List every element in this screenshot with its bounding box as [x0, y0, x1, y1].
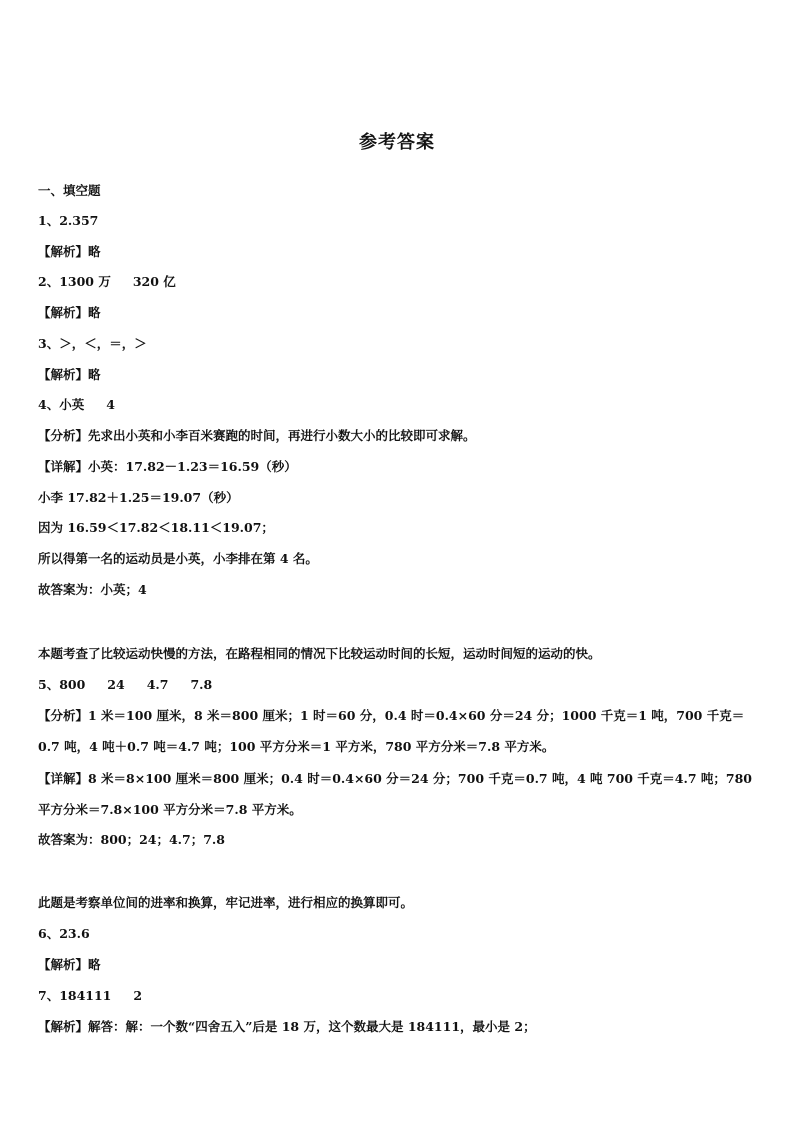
q4-final: 故答案为：小英；4 — [38, 582, 147, 597]
q6-analysis: 【解析】略 — [38, 957, 101, 972]
q2-answer — [38, 274, 758, 290]
q2-answer-2: 320 亿 — [132, 274, 176, 289]
q5-comment: 此题是考察单位间的进率和换算，牢记进率，进行相应的换算即可。 — [38, 895, 414, 910]
q4-detail-2: 小李 17.82＋1.25＝19.07（秒） — [38, 490, 239, 505]
q2-analysis: 【解析】略 — [38, 305, 101, 320]
q1-analysis: 【解析】略 — [38, 244, 101, 259]
q7-answer — [38, 988, 758, 1004]
page-title: 参考答案 — [359, 132, 435, 153]
section-heading: 一、填空题 — [38, 183, 101, 198]
q4-detail-1: 【详解】小英：17.82－1.23＝16.59（秒） — [38, 459, 297, 474]
q7-answer-1: 7、184111 — [38, 988, 112, 1003]
q1-answer: 1、2.357 — [38, 213, 99, 228]
q5-detail: 【详解】8 米＝8×100 厘米＝800 厘米；0.4 时＝0.4×60 分＝24 分；700 千克＝0.7 吨，4 吨 700 千克＝4.7 吨；780 平方分米＝7.8×100 平方分米＝7.8 平方米。 — [38, 771, 753, 817]
q4-detail-3: 因为 16.59＜17.82＜18.11＜19.07； — [38, 520, 274, 535]
q7-answer-2: 2 — [133, 988, 143, 1003]
q3-answer: 3、＞，＜，＝，＞ — [38, 336, 147, 351]
q5-answer-4: 7.8 — [190, 677, 213, 692]
q5-answer-2: 24 — [107, 677, 125, 692]
q4-answer-1: 4、小英 — [38, 397, 85, 412]
q4-detail-4: 所以得第一名的运动员是小英，小李排在第 4 名。 — [38, 551, 318, 566]
q4-answer-2: 4 — [106, 397, 115, 412]
q5-answer-1: 5、800 — [38, 677, 86, 692]
q5-analysis: 【分析】1 米＝100 厘米，8 米＝800 厘米；1 时＝60 分，0.4 时＝0.4×60 分＝24 分；1000 千克＝1 吨，700 千克＝0.7 吨，4 吨＋0.7 吨＝4.7 吨；100 平方分米＝1 平方米，780 平方分米＝7.8 平方米。 — [38, 708, 745, 754]
q5-final: 故答案为：800；24；4.7；7.8 — [38, 832, 225, 847]
q6-answer: 6、23.6 — [38, 926, 90, 941]
q3-analysis: 【解析】略 — [38, 367, 101, 382]
q5-answer — [38, 677, 758, 693]
q5-answer-3: 4.7 — [146, 677, 169, 692]
q4-answer — [38, 397, 758, 413]
q4-analysis: 【分析】先求出小英和小李百米赛跑的时间，再进行小数大小的比较即可求解。 — [38, 428, 476, 443]
q2-answer-1: 2、1300 万 — [38, 274, 111, 289]
q7-analysis: 【解析】解答：解：一个数“四舍五入”后是 18 万，这个数最大是 184111，最小是 2； — [38, 1019, 536, 1034]
q4-comment: 本题考查了比较运动快慢的方法，在路程相同的情况下比较运动时间的长短，运动时间短的运动的快。 — [38, 646, 601, 661]
